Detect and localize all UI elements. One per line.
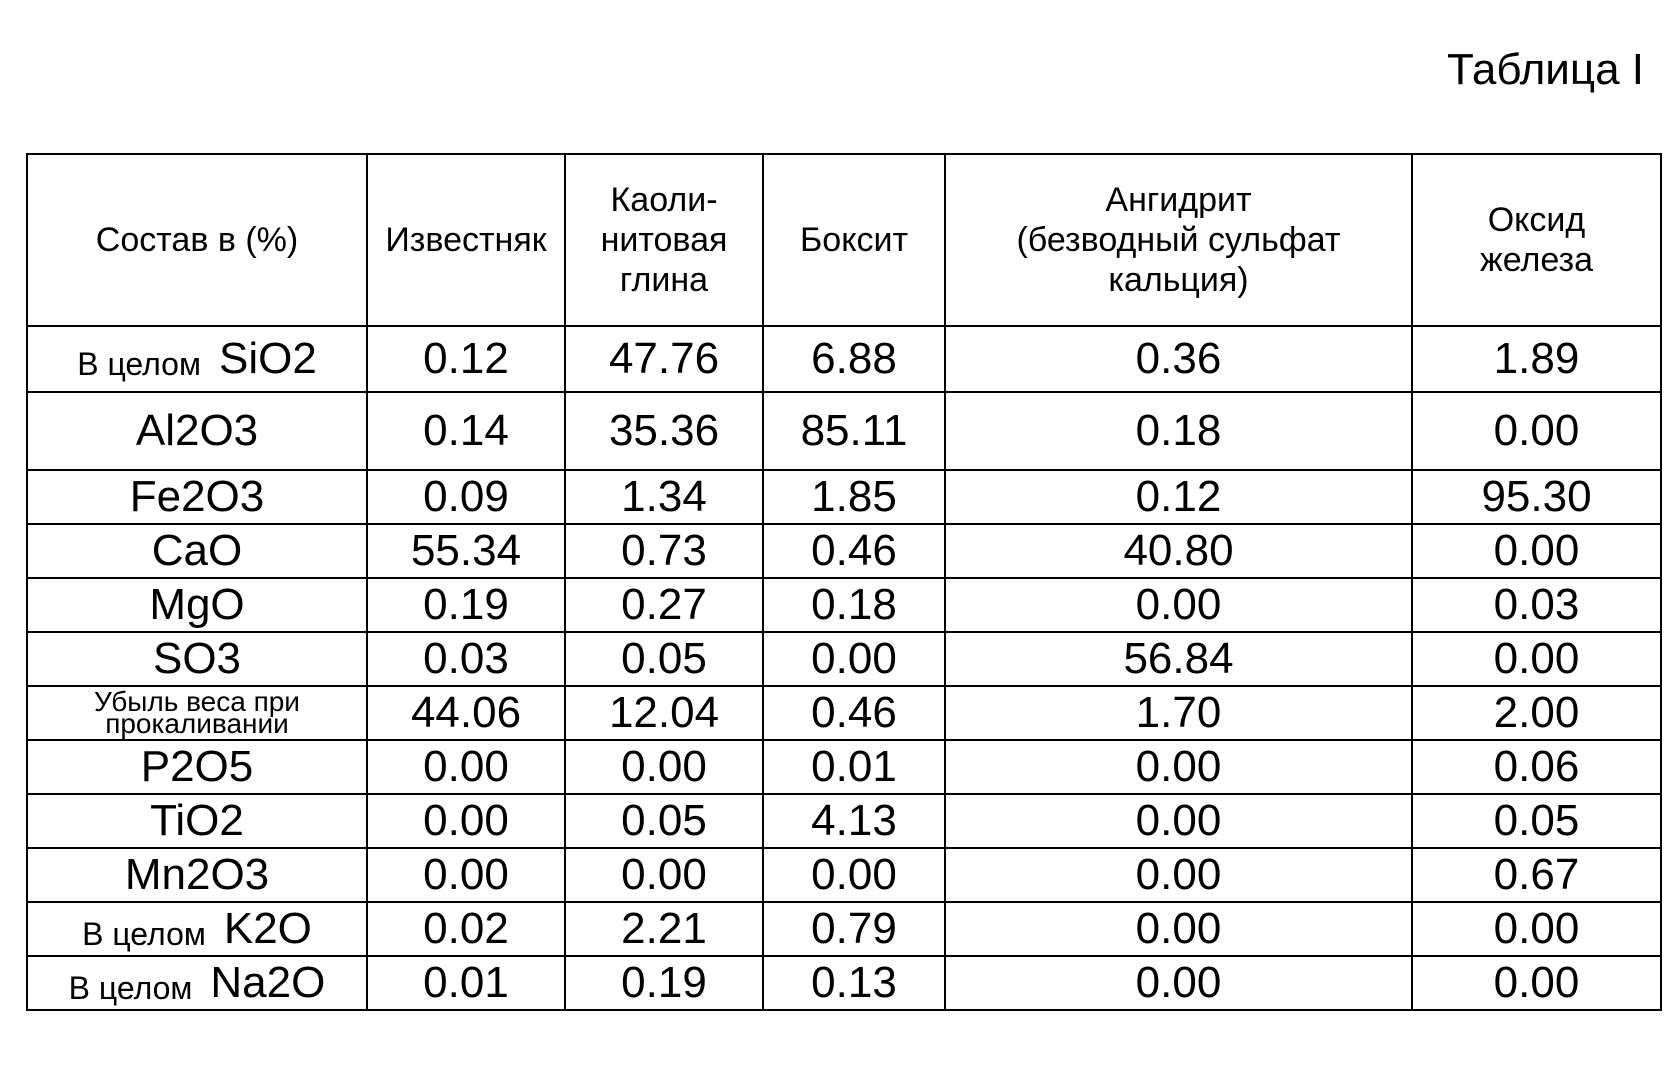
row-label: K2O <box>223 904 312 953</box>
table-cell: 0.00 <box>945 902 1412 956</box>
table-row <box>27 326 1661 392</box>
table-cell: 0.18 <box>763 578 945 632</box>
table-cell: 0.00 <box>1412 632 1661 686</box>
table-cell: 0.00 <box>1412 956 1661 1010</box>
row-label: Fe2O3 <box>129 472 265 521</box>
row-label: Mn2O3 <box>124 850 270 899</box>
table-cell: 0.02 <box>367 902 565 956</box>
row-label: SO3 <box>152 634 242 683</box>
table-cell: 1.34 <box>565 470 763 524</box>
row-label-cell <box>27 326 367 392</box>
header-line: Боксит <box>799 221 909 259</box>
table-cell: 0.14 <box>367 392 565 470</box>
table-cell: 0.00 <box>367 740 565 794</box>
table-cell: 1.85 <box>763 470 945 524</box>
table-cell: 0.67 <box>1412 848 1661 902</box>
table-cell: 0.00 <box>945 578 1412 632</box>
table-cell: 95.30 <box>1412 470 1661 524</box>
table-row <box>27 578 1661 632</box>
table-cell: 0.03 <box>367 632 565 686</box>
header-row <box>27 154 1661 326</box>
table-cell: 44.06 <box>367 686 565 740</box>
table-cell: 6.88 <box>763 326 945 392</box>
table-cell: 0.12 <box>945 470 1412 524</box>
table-cell: 0.00 <box>1412 524 1661 578</box>
table-caption: Таблица I <box>1447 45 1644 94</box>
table-cell: 0.46 <box>763 524 945 578</box>
table-cell: 47.76 <box>565 326 763 392</box>
table-cell: 0.00 <box>763 632 945 686</box>
row-label: CaO <box>151 526 243 575</box>
table-cell: 56.84 <box>945 632 1412 686</box>
table-cell: 0.18 <box>945 392 1412 470</box>
table-cell: 0.00 <box>945 740 1412 794</box>
header-anhydrite <box>945 154 1412 326</box>
table-cell: 0.00 <box>945 956 1412 1010</box>
row-label: Al2O3 <box>135 406 259 455</box>
row-label-cell <box>27 470 367 524</box>
table-row <box>27 902 1661 956</box>
table-cell: 2.21 <box>565 902 763 956</box>
row-label: P2O5 <box>140 742 254 791</box>
row-label-cell <box>27 794 367 848</box>
table-cell: 0.01 <box>367 956 565 1010</box>
table-cell: 0.00 <box>367 848 565 902</box>
header-kaolinite-clay <box>565 154 763 326</box>
table-cell: 1.89 <box>1412 326 1661 392</box>
table-cell: 0.00 <box>1412 392 1661 470</box>
row-label-cell <box>27 392 367 470</box>
header-limestone <box>367 154 565 326</box>
header-composition: Состав в (%) <box>27 154 367 326</box>
table-cell: 0.13 <box>763 956 945 1010</box>
table-cell: 0.19 <box>565 956 763 1010</box>
table-cell: 40.80 <box>945 524 1412 578</box>
row-label-cell <box>27 848 367 902</box>
table-cell: 85.11 <box>763 392 945 470</box>
row-label: Na2O <box>210 958 326 1007</box>
table-cell: 35.36 <box>565 392 763 470</box>
table-cell: 55.34 <box>367 524 565 578</box>
row-label: MgO <box>149 580 245 629</box>
row-label-cell <box>27 740 367 794</box>
table-cell: 0.00 <box>945 794 1412 848</box>
table-cell: 0.27 <box>565 578 763 632</box>
table-cell: 0.00 <box>763 848 945 902</box>
header-line: Известняк <box>385 221 547 259</box>
table-cell: 0.09 <box>367 470 565 524</box>
table-cell: 0.12 <box>367 326 565 392</box>
table-row <box>27 686 1661 740</box>
table-cell: 1.70 <box>945 686 1412 740</box>
table-cell: 0.00 <box>1412 902 1661 956</box>
header-line: Оксид <box>1487 201 1586 239</box>
table-cell: 0.00 <box>565 740 763 794</box>
table-row <box>27 956 1661 1010</box>
table-row <box>27 740 1661 794</box>
table-cell: 0.79 <box>763 902 945 956</box>
table-cell: 0.05 <box>565 632 763 686</box>
row-label-cell <box>27 902 367 956</box>
row-prefix: В целом <box>82 916 206 952</box>
header-line: нитовая <box>600 221 728 259</box>
table-cell: 0.19 <box>367 578 565 632</box>
table-row <box>27 794 1661 848</box>
table-cell: 0.05 <box>565 794 763 848</box>
table-row <box>27 632 1661 686</box>
row-prefix: В целом <box>68 970 193 1006</box>
header-line: Каоли- <box>610 181 718 219</box>
table-cell: 4.13 <box>763 794 945 848</box>
table-cell: 0.06 <box>1412 740 1661 794</box>
header-line: кальция) <box>1108 261 1249 299</box>
table-cell: 0.00 <box>565 848 763 902</box>
row-label: TiO2 <box>150 796 244 845</box>
header-iron-oxide <box>1412 154 1661 326</box>
header-line: Ангидрит <box>1105 181 1252 219</box>
table-cell: 0.03 <box>1412 578 1661 632</box>
row-label-cell <box>27 632 367 686</box>
header-line: железа <box>1479 241 1594 279</box>
table-row <box>27 848 1661 902</box>
table-cell: 0.36 <box>945 326 1412 392</box>
table-cell: 0.46 <box>763 686 945 740</box>
header-line: (безводный сульфат <box>1016 221 1341 259</box>
row-label: SiO2 <box>218 334 317 383</box>
table-row <box>27 392 1661 470</box>
table-cell: 0.05 <box>1412 794 1661 848</box>
table-cell: 0.01 <box>763 740 945 794</box>
row-label-cell <box>27 578 367 632</box>
row-prefix: В целом <box>77 346 201 382</box>
table-row <box>27 470 1661 524</box>
row-label-cell <box>27 956 367 1010</box>
row-label: Убыль веса при прокаливании <box>94 686 300 739</box>
row-label-cell <box>27 524 367 578</box>
table-cell: 0.00 <box>945 848 1412 902</box>
table-cell: 2.00 <box>1412 686 1661 740</box>
header-line: глина <box>619 261 709 299</box>
table-cell: 0.00 <box>367 794 565 848</box>
table-cell: 12.04 <box>565 686 763 740</box>
table-row <box>27 524 1661 578</box>
header-bauxite <box>763 154 945 326</box>
table-cell: 0.73 <box>565 524 763 578</box>
row-label-cell <box>27 686 367 740</box>
composition-table <box>26 153 1662 1011</box>
